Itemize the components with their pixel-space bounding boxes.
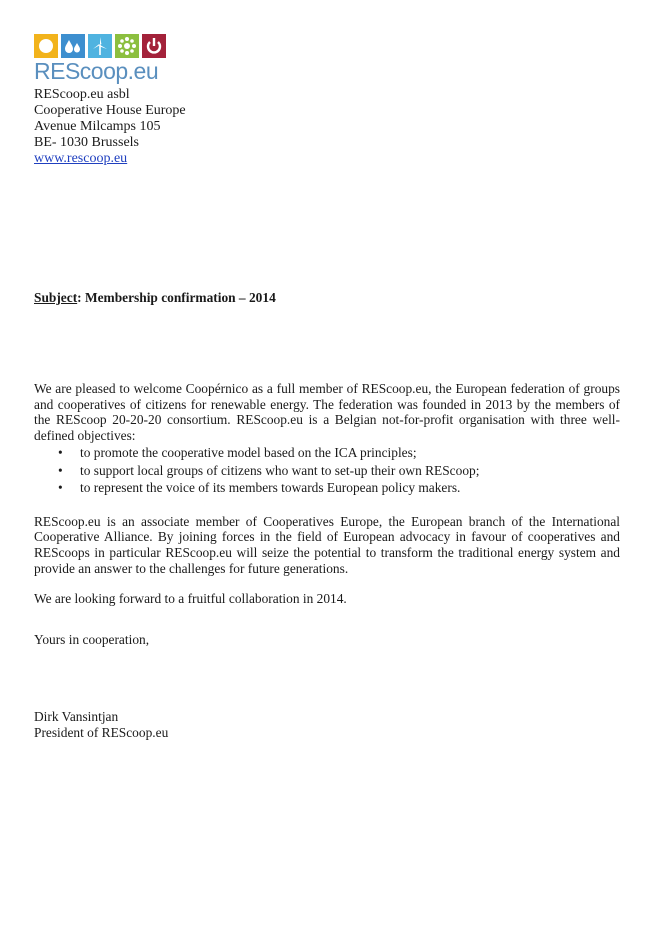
subject-line — [34, 290, 276, 306]
sun-icon — [34, 34, 58, 58]
subject-label: Subject — [34, 290, 78, 305]
address-line-org: REScoop.eu asbl — [34, 87, 130, 102]
rescoop-logo — [34, 34, 184, 83]
subject-text: : Membership confirmation – 2014 — [77, 290, 276, 305]
list-item — [34, 462, 620, 480]
address-line-house: Cooperative House Europe — [34, 103, 186, 118]
logo-wordmark — [34, 59, 184, 83]
signatory-name: Dirk Vansintjan — [34, 709, 119, 724]
wordmark-res: RES — [34, 58, 80, 84]
closing-line: Yours in cooperation, — [34, 632, 150, 647]
intro-paragraph: We are pleased to welcome Coopérnico as a full member of REScoop.eu, the European federation of groups and cooperatives of citizens for renewable energy. The federation was founded in 2013 by the members of the REScoop 20-20-20 consortium. REScoop.eu is a Belgian not-for-profit organisation with three well-defined objectives: — [34, 381, 620, 443]
associate-paragraph: REScoop.eu is an associate member of Cooperatives Europe, the European branch of the International Cooperative Alliance. By joining forces in the field of European advocacy in favour of cooperatives and REScoops in particular REScoop.eu will seize the potential to transform the traditional energy system and provide an answer to the challenges for future generations. — [34, 513, 620, 576]
forward-paragraph: We are looking forward to a fruitful collaboration in 2014. — [34, 591, 347, 607]
objective-text: to promote the cooperative model based on the ICA principles; — [80, 445, 417, 461]
address-line-city: BE- 1030 Brussels — [34, 135, 139, 150]
objectives-list — [34, 444, 620, 497]
biomass-icon — [115, 34, 139, 58]
letter-body — [34, 381, 620, 607]
address-line-street: Avenue Milcamps 105 — [34, 119, 161, 134]
wind-turbine-icon — [88, 34, 112, 58]
objective-text: to support local groups of citizens who want to set-up their own REScoop; — [80, 462, 480, 478]
water-drops-icon — [61, 34, 85, 58]
list-item — [34, 444, 620, 462]
signature-block — [34, 709, 168, 740]
signatory-title: President of REScoop.eu — [34, 724, 169, 740]
objective-text: to represent the voice of its members towards European policy makers. — [80, 480, 461, 496]
bullet: • — [58, 462, 63, 478]
bullet: • — [58, 480, 63, 496]
power-icon — [142, 34, 166, 58]
wordmark-coop: coop — [79, 58, 128, 84]
logo-tiles — [34, 34, 184, 58]
wordmark-eu: .eu — [127, 58, 159, 84]
sender-address — [34, 87, 186, 167]
list-item — [34, 479, 620, 497]
bullet: • — [58, 445, 63, 461]
website-link[interactable]: www.rescoop.eu — [34, 151, 128, 166]
